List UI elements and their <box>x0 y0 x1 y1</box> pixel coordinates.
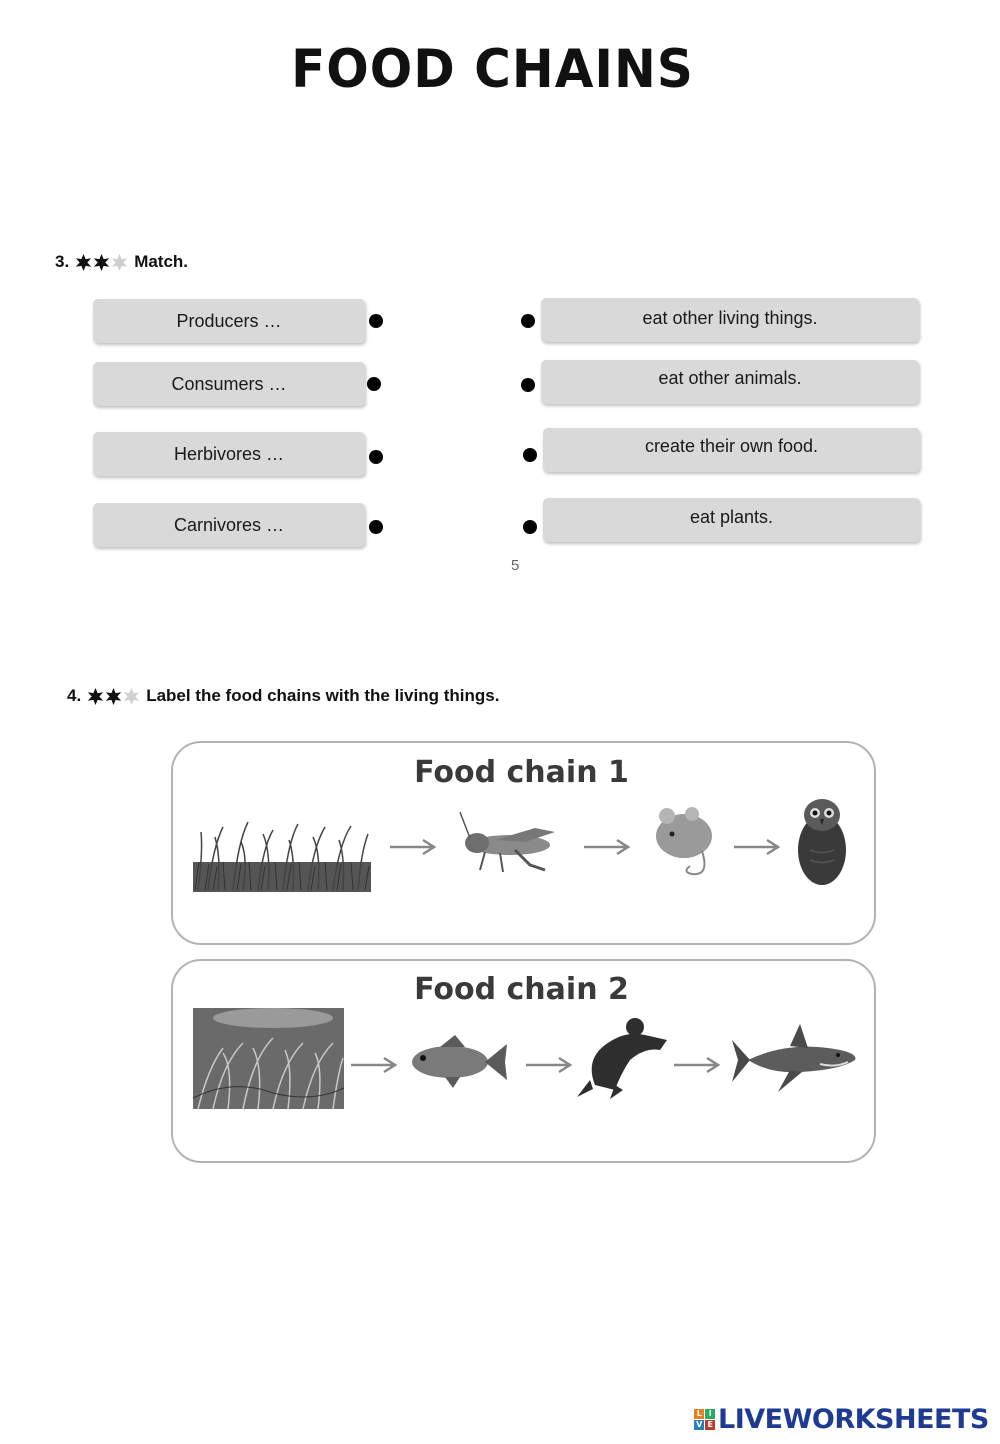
match-left-carnivores[interactable]: Carnivores … <box>93 503 365 547</box>
star-filled-icon <box>75 254 92 271</box>
match-right-eat-living-things[interactable]: eat other living things. <box>541 298 919 342</box>
logo-letter: I <box>705 1409 715 1419</box>
mouse-image <box>652 806 722 881</box>
page-title: FOOD CHAINS <box>291 38 694 100</box>
logo-letter: V <box>694 1420 704 1430</box>
grass-image <box>193 812 371 892</box>
match-right-dot[interactable] <box>521 314 535 328</box>
star-filled-icon <box>105 688 122 705</box>
exercise-number: 3. <box>55 252 70 271</box>
fish-image <box>405 1030 510 1090</box>
match-right-eat-plants[interactable]: eat plants. <box>543 498 920 542</box>
match-left-dot[interactable] <box>369 314 383 328</box>
exercise-instruction: Match. <box>134 252 189 271</box>
arrow-right-icon <box>672 1055 722 1075</box>
star-filled-icon <box>93 254 110 271</box>
exercise-3-heading <box>55 252 188 272</box>
grasshopper-image <box>455 810 560 880</box>
arrow-right-icon <box>524 1055 574 1075</box>
match-right-dot[interactable] <box>521 378 535 392</box>
liveworksheets-logo <box>694 1404 989 1435</box>
match-left-dot[interactable] <box>369 520 383 534</box>
seagrass-image <box>193 1008 344 1109</box>
star-filled-icon <box>87 688 104 705</box>
exercise-4-heading <box>67 686 499 706</box>
arrow-right-icon <box>582 837 632 857</box>
exercise-number: 4. <box>67 686 82 705</box>
logo-letter: E <box>705 1420 715 1430</box>
arrow-right-icon <box>732 837 782 857</box>
seal-image <box>575 1015 670 1100</box>
logo-text: LIVEWORKSHEETS <box>718 1404 989 1435</box>
match-left-herbivores[interactable]: Herbivores … <box>93 432 365 476</box>
match-left-dot[interactable] <box>367 377 381 391</box>
food-chain-1-title: Food chain 1 <box>414 755 629 790</box>
owl-image <box>792 795 852 890</box>
match-right-dot[interactable] <box>523 448 537 462</box>
match-left-producers[interactable]: Producers … <box>93 299 365 343</box>
difficulty-stars <box>87 688 140 705</box>
logo-letter: L <box>694 1409 704 1419</box>
match-right-dot[interactable] <box>523 520 537 534</box>
match-right-own-food[interactable]: create their own food. <box>543 428 920 472</box>
star-empty-icon <box>111 254 128 271</box>
logo-icon <box>694 1409 715 1430</box>
shark-image <box>730 1022 860 1094</box>
exercise-instruction: Label the food chains with the living things. <box>146 686 500 705</box>
match-left-dot[interactable] <box>369 450 383 464</box>
arrow-right-icon <box>349 1055 399 1075</box>
match-left-consumers[interactable]: Consumers … <box>93 362 365 406</box>
match-right-eat-animals[interactable]: eat other animals. <box>541 360 919 404</box>
difficulty-stars <box>75 254 128 271</box>
arrow-right-icon <box>388 837 438 857</box>
star-empty-icon <box>123 688 140 705</box>
food-chain-2-title: Food chain 2 <box>414 972 629 1007</box>
page-number: 5 <box>511 557 520 574</box>
